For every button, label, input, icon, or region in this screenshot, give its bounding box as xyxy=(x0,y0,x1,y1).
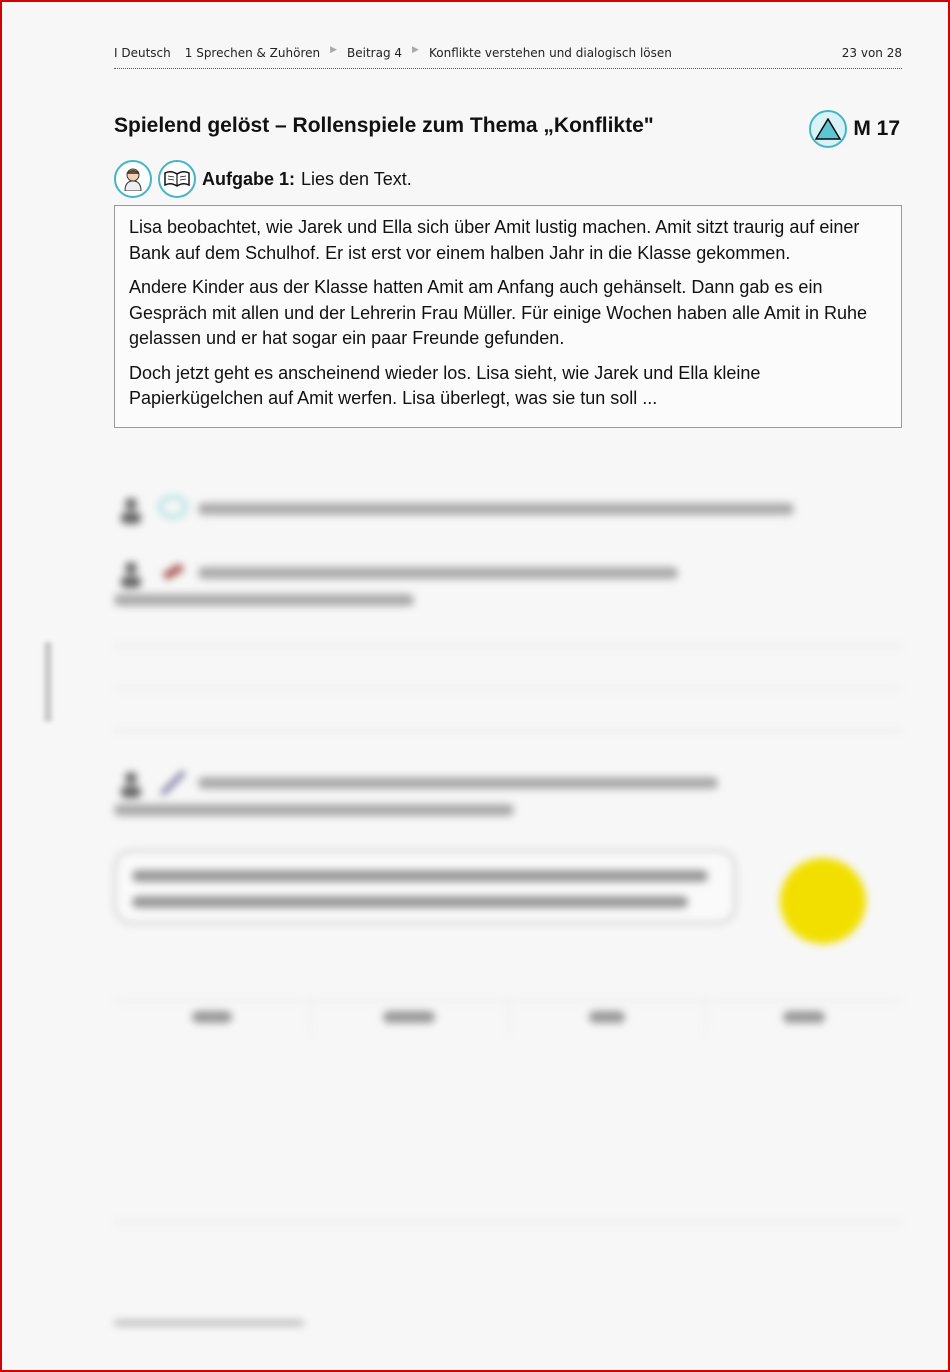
triangle-icon xyxy=(809,110,847,148)
blurred-task-row xyxy=(114,556,678,590)
pencil-icon xyxy=(156,556,190,590)
story-textbox xyxy=(114,205,902,428)
speech-bubble xyxy=(114,850,736,924)
material-label xyxy=(809,110,900,148)
task-instruction: Lies den Text. xyxy=(301,168,412,189)
blurred-task-row xyxy=(114,492,794,526)
task-1-heading xyxy=(114,160,412,198)
header-breadcrumb xyxy=(114,46,902,69)
breadcrumb-arrow-icon: ▶ xyxy=(412,45,419,55)
breadcrumb-subject: I Deutsch xyxy=(114,46,171,60)
page-number: 23 von 28 xyxy=(841,46,902,60)
student-icon xyxy=(114,160,152,198)
group-icon xyxy=(114,492,148,526)
side-copyright-mark xyxy=(44,642,52,722)
speech-icon xyxy=(156,492,190,526)
story-paragraph: Doch jetzt geht es anscheinend wieder los. Lisa sieht, wie Jarek und Ella kleine Papierkügelchen auf Amit werfen. Lisa überlegt, was sie tun soll ... xyxy=(129,362,761,408)
material-number: M 17 xyxy=(853,117,900,140)
breadcrumb-arrow-icon: ▶ xyxy=(330,45,338,55)
blurred-task-row xyxy=(114,766,718,800)
breadcrumb-item: Konflikte verstehen und dialogisch lösen xyxy=(428,46,672,60)
breadcrumb-item: Beitrag 4 xyxy=(347,46,403,60)
blurred-section xyxy=(2,472,948,1352)
chick-icon xyxy=(780,858,866,944)
scissors-icon xyxy=(156,766,190,800)
page-title: Spielend gelöst – Rollenspiele zum Thema „Konflikte" xyxy=(114,114,654,137)
task-label: Aufgabe 1: xyxy=(202,168,296,189)
group-icon xyxy=(114,556,148,590)
book-icon xyxy=(158,160,196,198)
role-table-header xyxy=(114,1000,902,1035)
story-paragraph: Lisa beobachtet, wie Jarek und Ella sich über Amit lustig machen. Amit sitzt traurig auf einer Bank auf dem Schulhof. Er ist erst vor einem halben Jahr in die Klasse gekommen. xyxy=(129,217,860,263)
story-paragraph: Andere Kinder aus der Klasse hatten Amit am Anfang auch gehänselt. Dann gab es ein Gespräch mit allen und der Lehrerin Frau Müller. Für einige Wochen haben alle Amit in Ruhe gelassen und er hat sogar ein paar Freunde gefunden. xyxy=(129,277,868,348)
breadcrumb xyxy=(114,46,672,60)
group-icon xyxy=(114,766,148,800)
breadcrumb-item: 1 Sprechen & Zuhören xyxy=(184,46,321,60)
